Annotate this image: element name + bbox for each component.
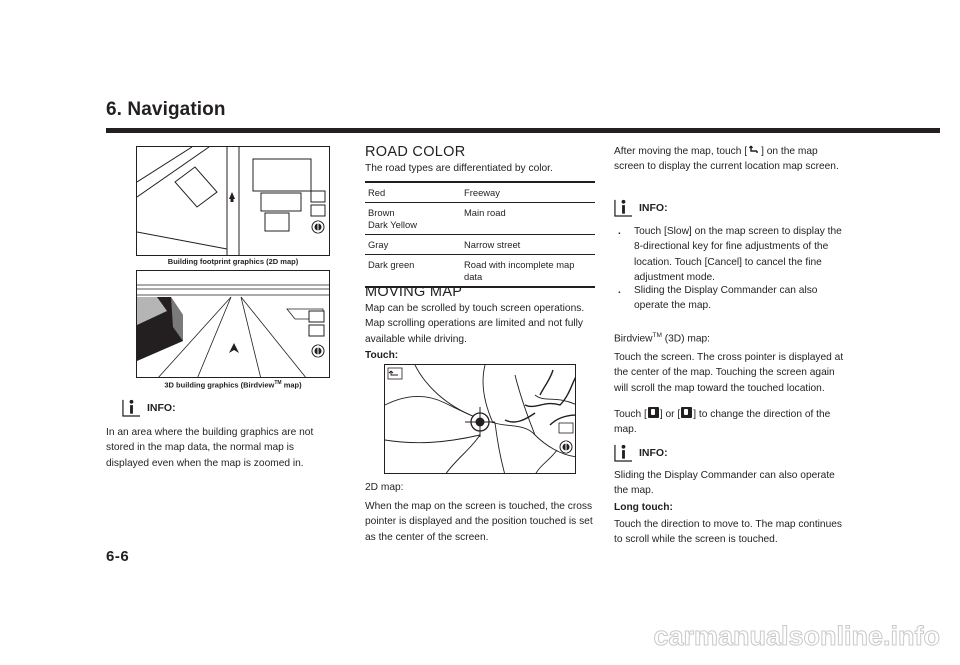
- back-arrow-icon: [388, 368, 402, 379]
- chapter-title: 6. Navigation: [106, 99, 226, 120]
- birdview-heading-text-end: (3D) map:: [661, 333, 711, 345]
- after-moving-text-start: After moving the map, touch [: [614, 146, 748, 157]
- figure-2-caption-text: 3D building graphics (Birdview: [164, 380, 275, 390]
- info-block-left: [122, 398, 176, 417]
- table-cell-color: Red: [368, 187, 386, 198]
- table-row: [365, 235, 595, 255]
- road-color-table: [365, 181, 595, 288]
- table-row: [365, 255, 595, 288]
- table-cell-type: Main road: [461, 203, 595, 235]
- table-cell-type: Freeway: [464, 187, 500, 198]
- table-cell-color: Brown Dark Yellow: [365, 203, 461, 235]
- table-cell-type: Road with incomplete map data: [461, 255, 595, 288]
- bullet-text: Sliding the Display Commander can also operate the map.: [634, 285, 818, 312]
- map-2d-label: 2D map:: [365, 482, 404, 493]
- touch-label: Touch:: [365, 350, 399, 361]
- map-touch-illustration: [385, 365, 576, 474]
- building-footprint-2d-map-figure: [136, 146, 330, 256]
- moving-map-heading: MOVING MAP: [365, 284, 463, 300]
- table-cell-color: Dark green: [365, 255, 461, 288]
- long-touch-label: Long touch:: [614, 502, 673, 513]
- cross-pointer-icon: [465, 407, 495, 437]
- touch-direction-text: [614, 407, 845, 438]
- map-2d-illustration: [137, 147, 330, 256]
- compass-icon: [312, 221, 324, 233]
- table-cell-color: Gray: [365, 235, 461, 255]
- bullet-mark: .: [618, 285, 621, 296]
- watermark-logo: [652, 615, 942, 655]
- map-2d-text: When the map on the screen is touched, the cross pointer is displayed and the position touched is set as the center of the screen.: [365, 501, 593, 543]
- birdview-text: Touch the screen. The cross pointer is displayed at the center of the map. Touching the screen again will scroll the map toward the touched location.: [614, 352, 844, 394]
- info-block-right: [614, 198, 668, 217]
- table-cell-type: Narrow street: [461, 235, 595, 255]
- bullet-item: [618, 283, 846, 314]
- road-color-intro: The road types are differentiated by color.: [365, 163, 553, 174]
- info-icon: [614, 443, 633, 462]
- return-arrow-icon: [749, 145, 759, 155]
- trademark-sup: TM: [274, 380, 282, 386]
- info-text-left: In an area where the building graphics are not stored in the map data, the normal map is displayed even when the map is zoomed in.: [106, 427, 314, 469]
- compass-icon: [560, 441, 572, 453]
- info-label: INFO:: [147, 401, 176, 414]
- touch-direction-text-mid: ] or [: [659, 409, 681, 420]
- table-row: [365, 203, 595, 235]
- figure-1-caption: Building footprint graphics (2D map): [167, 257, 299, 266]
- trademark-sup: TM: [652, 332, 662, 339]
- info2-text: Sliding the Display Commander can also operate the map.: [614, 470, 835, 497]
- touch-scroll-map-figure: [384, 364, 576, 474]
- info-label: INFO:: [639, 201, 668, 214]
- birdview-heading: [614, 328, 710, 347]
- bullet-text: Touch [Slow] on the map screen to display the 8-directional key for fine adjustments of the location. Touch [Cancel] to cancel the fine adjustment mode.: [634, 226, 842, 284]
- info-block-right-2: [614, 443, 668, 462]
- touch-direction-text-end: ] to change the direction of the map.: [614, 409, 831, 436]
- page-number: 6-6: [106, 548, 130, 565]
- road-color-heading: ROAD COLOR: [365, 144, 466, 160]
- svg-text:carmanualsonline.info: carmanualsonline.info: [653, 621, 940, 651]
- bullet-item: [618, 224, 846, 286]
- rotate-right-icon: [681, 407, 692, 418]
- info-icon: [614, 198, 633, 217]
- bullet-mark: .: [618, 226, 621, 237]
- moving-map-intro: Map can be scrolled by touch screen operations. Map scrolling operations are limited and not fully available while driving.: [365, 303, 585, 345]
- after-moving-text: [614, 144, 845, 175]
- rotate-left-icon: [648, 407, 659, 418]
- after-moving-text-end: ] on the map screen to display the current location map screen.: [614, 146, 839, 173]
- long-touch-text: Touch the direction to move to. The map continues to scroll while the screen is touched.: [614, 519, 843, 546]
- map-3d-illustration: [137, 271, 330, 378]
- birdview-heading-text: Birdview: [614, 333, 653, 345]
- figure-2-caption: [136, 380, 330, 390]
- figure-2-caption-text-end: map): [281, 380, 302, 390]
- table-row: [365, 182, 595, 203]
- header-rule: [106, 128, 940, 133]
- building-3d-birdview-map-figure: [136, 270, 330, 378]
- north-arrow-icon: [229, 192, 235, 202]
- compass-icon: [312, 345, 324, 357]
- vehicle-arrow-icon: [229, 343, 239, 353]
- info-icon: [122, 398, 141, 417]
- touch-direction-text-start: Touch [: [614, 409, 647, 420]
- info-label: INFO:: [639, 446, 668, 459]
